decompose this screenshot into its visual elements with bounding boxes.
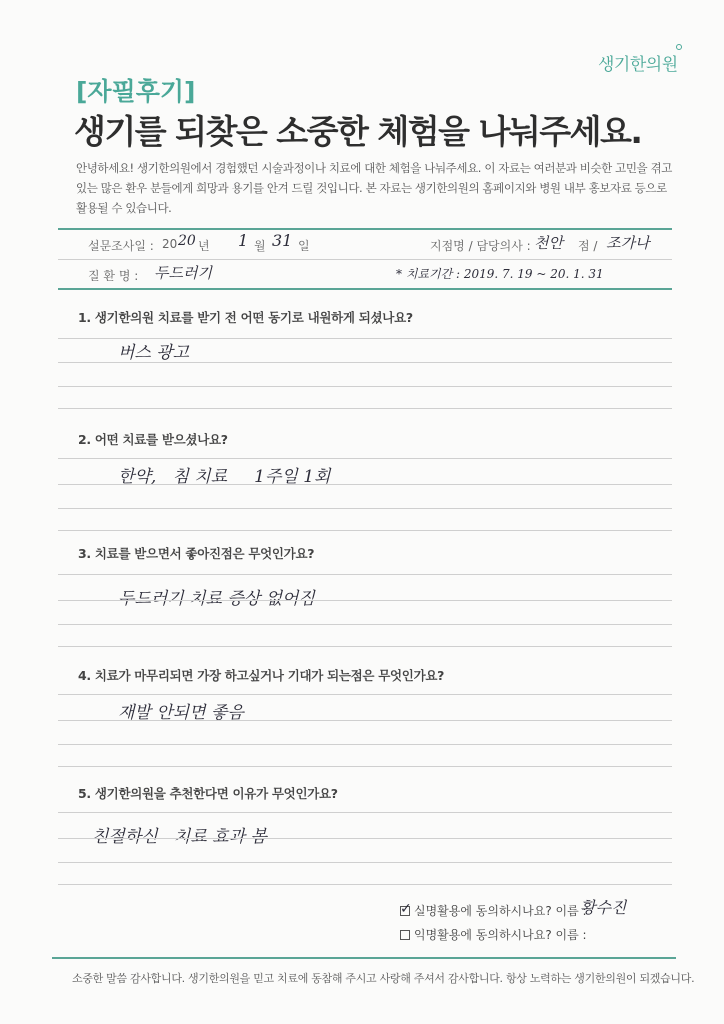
anonymous-consent-text: 익명활용에 동의하시나요? 이름 : bbox=[414, 928, 587, 942]
question-1: 1. 생기한의원 치료를 받기 전 어떤 동기로 내원하게 되셨나요? bbox=[78, 310, 413, 325]
answer-line bbox=[58, 624, 672, 625]
question-2: 2. 어떤 치료를 받으셨나요? bbox=[78, 432, 228, 447]
year-prefix: 20 bbox=[162, 237, 178, 251]
treatment-period-handwritten: * 치료기간 : 2019. 7. 19 ~ 20. 1. 31 bbox=[396, 267, 604, 281]
answer-line bbox=[58, 838, 672, 839]
info-box-divider bbox=[58, 259, 672, 260]
answer-line bbox=[58, 646, 672, 647]
answer-line bbox=[58, 508, 672, 509]
branch-handwritten: 천안 bbox=[534, 234, 563, 252]
realname-signature: 황수진 bbox=[580, 898, 627, 917]
answer-line bbox=[58, 458, 672, 459]
form-tag: [자필후기] bbox=[76, 77, 196, 106]
answer-1-handwritten: 버스 광고 bbox=[118, 343, 190, 363]
answer-line bbox=[58, 694, 672, 695]
survey-info-box bbox=[58, 228, 672, 290]
month-unit: 월 bbox=[254, 239, 266, 253]
answer-line bbox=[58, 574, 672, 575]
day-unit: 일 bbox=[298, 239, 310, 253]
question-5: 5. 생기한의원을 추천한다면 이유가 무엇인가요? bbox=[78, 786, 338, 801]
answer-line bbox=[58, 744, 672, 745]
footer-message: 소중한 말씀 감사합니다. 생기한의원을 믿고 치료에 동참해 주시고 사랑해 주셔서 감사합니다. 항상 노력하는 생기한의원이 되겠습니다. bbox=[72, 972, 695, 985]
branch-doctor-label: 지점명 / 담당의사 : bbox=[430, 239, 531, 253]
realname-consent-text: 실명활용에 동의하시나요? 이름 : bbox=[414, 904, 587, 918]
month-handwritten: 1 bbox=[238, 231, 249, 250]
answer-line bbox=[58, 812, 672, 813]
info-box-bottom-border bbox=[58, 288, 672, 290]
answer-line bbox=[58, 408, 672, 409]
day-handwritten: 31 bbox=[272, 231, 293, 250]
answer-2-handwritten: 한약, 침 치료 1주일 1회 bbox=[118, 467, 331, 487]
survey-date-label: 설문조사일 : bbox=[88, 239, 154, 253]
logo-dot-icon bbox=[676, 44, 682, 50]
year-unit: 년 bbox=[198, 239, 210, 253]
answer-line bbox=[58, 884, 672, 885]
question-4: 4. 치료가 마무리되면 가장 하고싶거나 기대가 되는점은 무엇인가요? bbox=[78, 668, 445, 683]
disease-handwritten: 두드러기 bbox=[154, 264, 212, 282]
branch-unit: 점 / bbox=[578, 239, 598, 253]
answer-3-handwritten: 두드러기 치료 증상 없어짐 bbox=[118, 589, 315, 609]
logo-text: 생기한의원 bbox=[598, 55, 678, 75]
answer-5-handwritten: 친절하신 치료 효과 봄 bbox=[92, 827, 267, 847]
answer-line bbox=[58, 338, 672, 339]
answer-line bbox=[58, 720, 672, 721]
doctor-handwritten: 조가나 bbox=[606, 234, 650, 252]
realname-consent bbox=[400, 902, 587, 919]
intro-paragraph: 안녕하세요! 생기한의원에서 경험했던 시술과정이나 치료에 대한 체험을 나눠주세요. 이 자료는 여러분과 비슷한 고민을 겪고 있는 많은 환우 분들에게 희망과 용기를 안겨 드릴 것입니다. 본 자료는 생기한의원의 홈페이지와 병원 내부 홍보자료 등으로 활용될 수 있습니다. bbox=[76, 161, 672, 215]
realname-checkbox[interactable] bbox=[400, 901, 412, 917]
anonymous-checkbox[interactable] bbox=[400, 930, 410, 940]
answer-line bbox=[58, 766, 672, 767]
check-mark-icon: ✓ bbox=[400, 901, 412, 917]
disease-label: 질 환 명 : bbox=[88, 269, 139, 283]
info-box-top-border bbox=[58, 228, 672, 230]
answer-line bbox=[58, 600, 672, 601]
anonymous-consent bbox=[400, 926, 587, 943]
question-3: 3. 치료를 받으면서 좋아진점은 무엇인가요? bbox=[78, 546, 315, 561]
answer-line bbox=[58, 484, 672, 485]
answer-line bbox=[58, 362, 672, 363]
answer-4-handwritten: 재발 안되면 좋음 bbox=[118, 703, 244, 723]
answer-line bbox=[58, 386, 672, 387]
footer-divider bbox=[52, 957, 676, 959]
answer-line bbox=[58, 530, 672, 531]
answer-line bbox=[58, 862, 672, 863]
page-title: 생기를 되찾은 소중한 체험을 나눠주세요. bbox=[74, 112, 642, 151]
year-handwritten: 20 bbox=[178, 233, 196, 249]
